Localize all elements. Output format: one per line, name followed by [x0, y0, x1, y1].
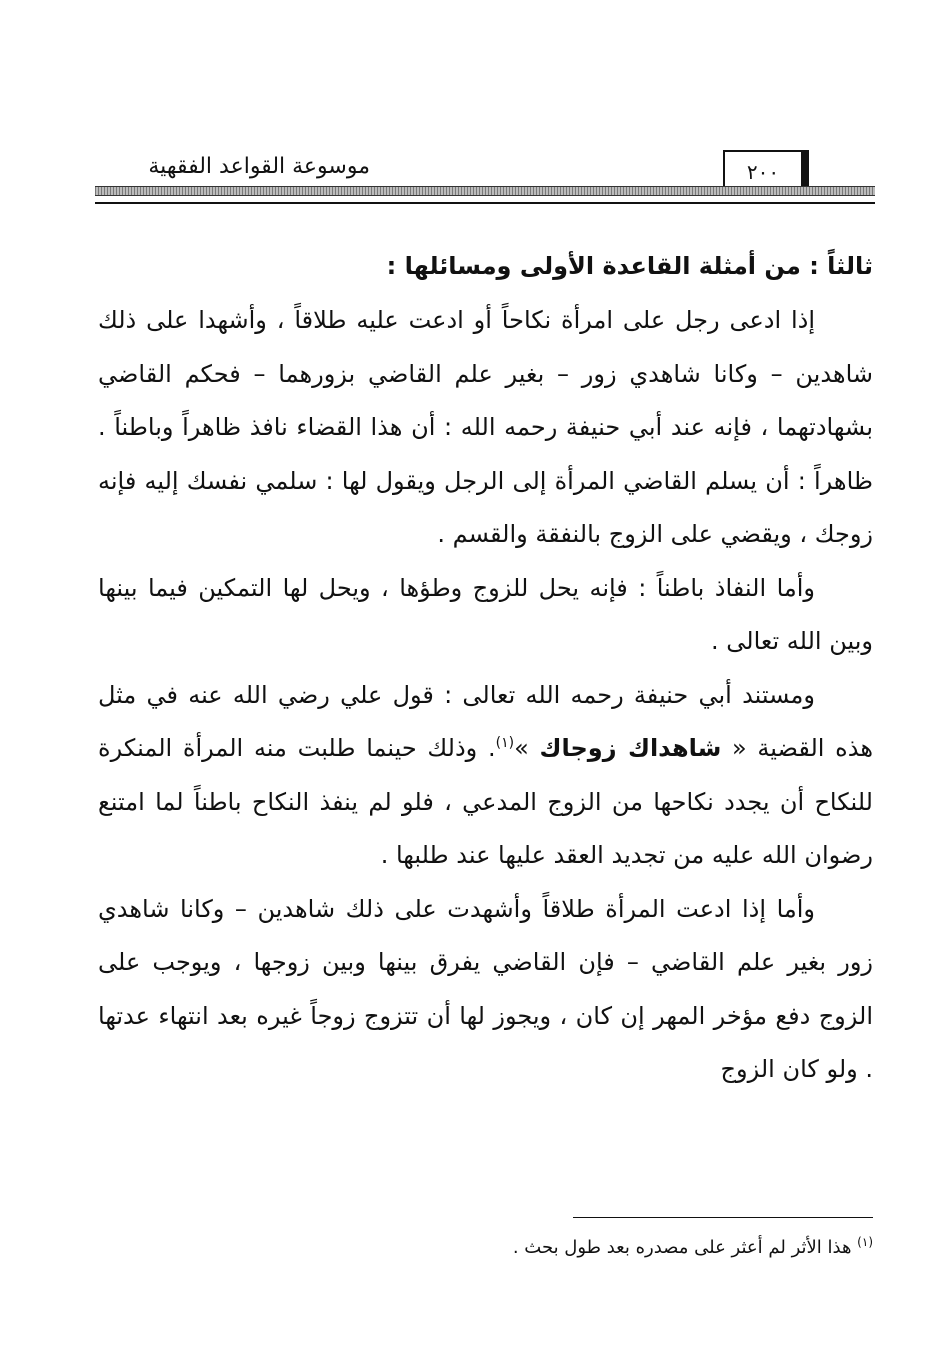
page-number: ٢٠٠ — [723, 150, 803, 190]
paragraph-2: وأما النفاذ باطناً : فإنه يحل للزوج وطؤها ، ويحل لها التمكين فيما بينها وبين الله تعالى . — [98, 573, 873, 655]
footnote-separator — [573, 1217, 873, 1218]
quote-close: » — [514, 734, 540, 762]
quoted-saying: شاهداك زوجاك — [539, 734, 722, 762]
running-header — [95, 150, 875, 208]
footnote-marker: (١) — [857, 1235, 873, 1249]
paragraph-3-end: . وذلك حينما طلبت منه المرأة المنكرة للنكاح أن يجدد نكاحها من الزوج المدعي ، فلو لم ينفذ النكاح باطناً لما امتنع رضوان الله عليه من تجديد العقد عليها عند طلبها . — [98, 734, 873, 869]
footnote-text: هذا الأثر لم أعثر على مصدره بعد طول بحث . — [512, 1237, 852, 1258]
header-rule-textured — [95, 186, 875, 196]
paragraph-3-start: ومستند أبي حنيفة رحمه الله تعالى : قول علي رضي الله عنه في مثل هذه القضية « — [98, 680, 874, 762]
footnote-reference: (١) — [495, 735, 515, 751]
header-rule-thin — [95, 202, 875, 204]
page-content — [98, 238, 873, 1097]
paragraph-3 — [98, 669, 873, 883]
paragraph-4: وأما إذا ادعت المرأة طلاقاً وأشهدت على ذلك شاهدين – وكانا شاهدي زور بغير علم القاضي – فإن القاضي يفرق بينها وبين زوجها ، ويوجب على الزوج دفع مؤخر المهر إن كان ، ويجوز لها أن تتزوج زوجاً غيره بعد انتهاء عدتها . ولو كان الزوج — [98, 894, 873, 1083]
book-title: موسوعة القواعد الفقهية — [148, 154, 370, 179]
footnote — [173, 1234, 873, 1262]
section-heading: ثالثاً : من أمثلة القاعدة الأولى ومسائلها : — [386, 252, 873, 280]
paragraph-1: إذا ادعى رجل على امرأة نكاحاً أو ادعت عليه طلاقاً ، وأشهدا على ذلك شاهدين – وكانا شاهدي زور – بغير علم القاضي بزورهما – فحكم القاضي بشهادتهما ، فإنه عند أبي حنيفة رحمه الله : أن هذا القضاء نافذ ظاهراً وباطناً . ظاهراً : أن يسلم القاضي المرأة إلى الرجل ويقول لها : سلمي نفسك إليه فإنه زوجك ، ويقضي على الزوج بالنفقة والقسم . — [98, 306, 873, 548]
